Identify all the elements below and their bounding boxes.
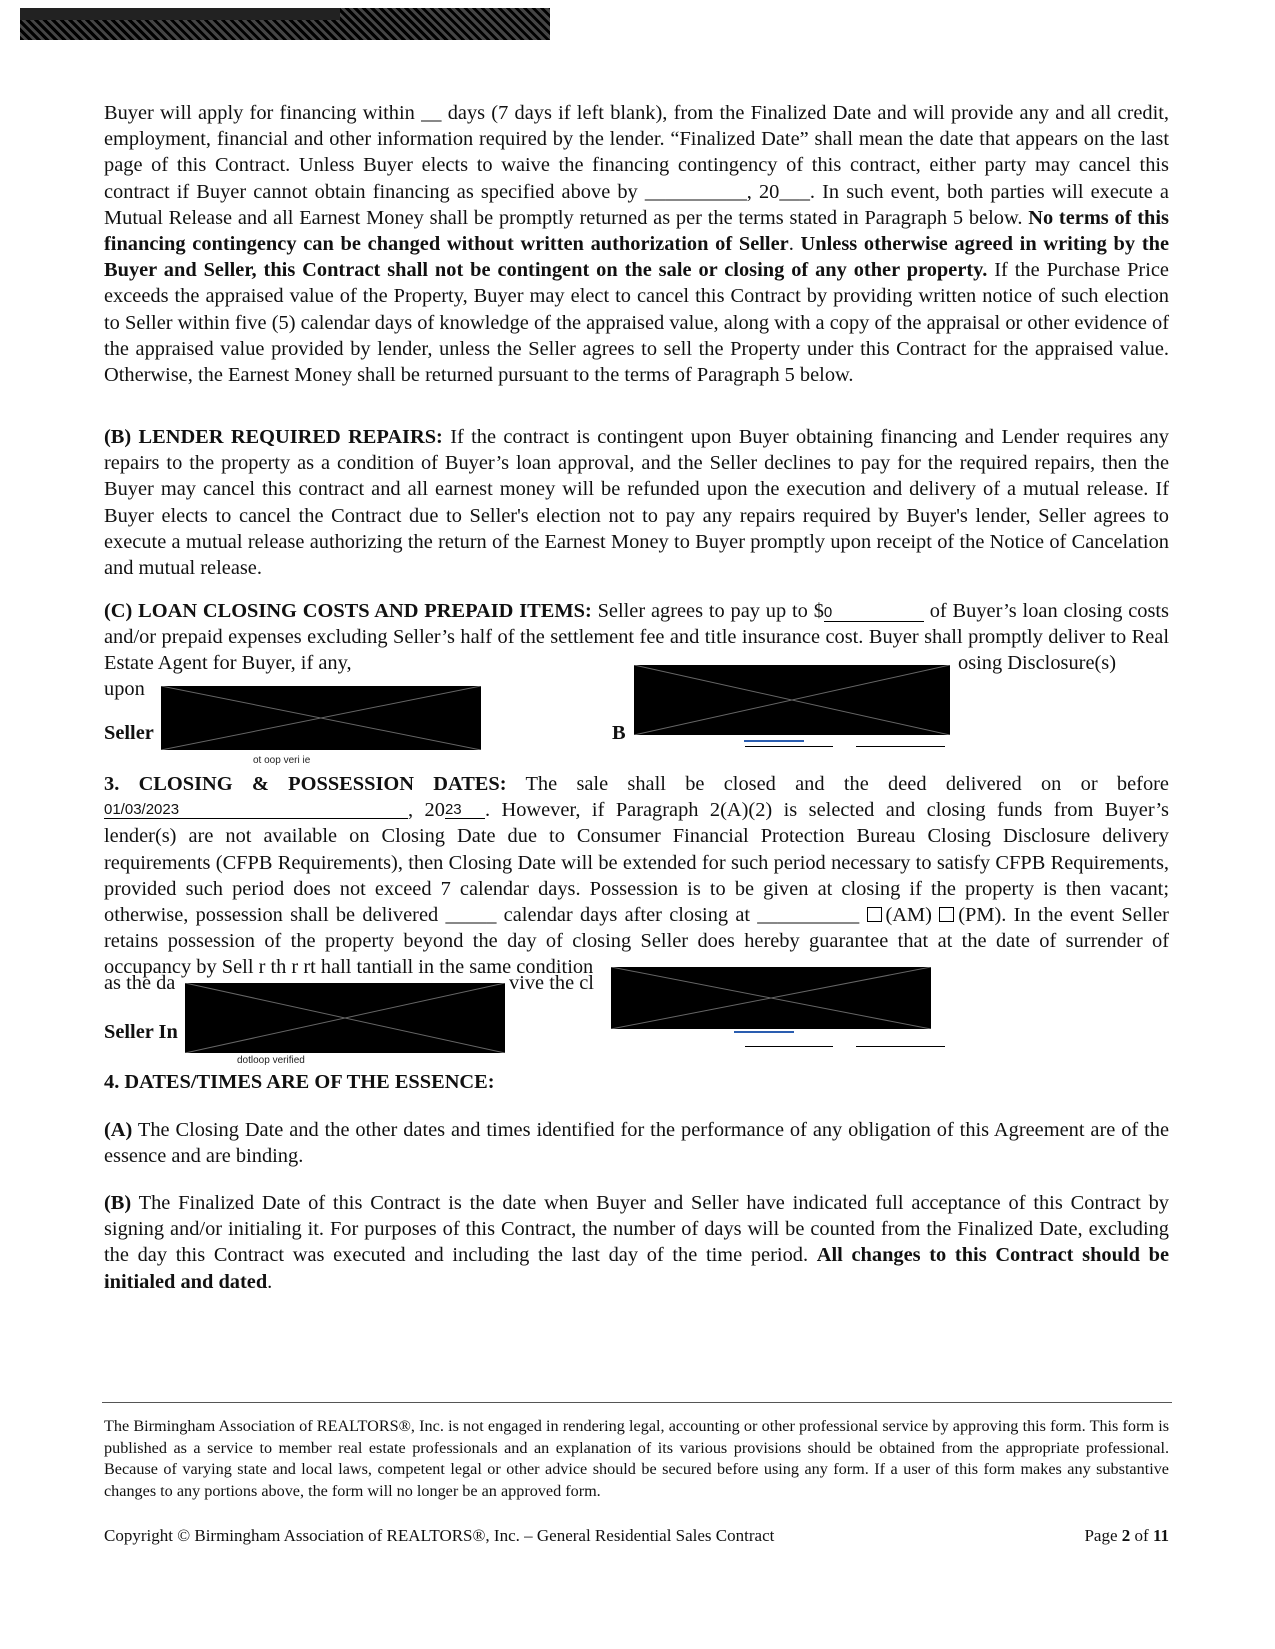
closing-year-prefix: , 20 xyxy=(408,799,445,822)
financing-text-3: If the Purchase Price exceeds the appraised value of the Property, Buyer may elect to cancel this Contract by providing written notice of such election to Seller within five (5) calendar days of knowledge of the appraised value, along with a copy of the appraisal or other evidence of the appraised value provided by lender, unless the Seller agrees to sell the Property under this Contract for the appraised value. Otherwise, the Earnest Money shall be returned pursuant to the terms of Paragraph 5 below. xyxy=(104,259,1169,387)
dotloop-verified-label-2: dotloop verified xyxy=(237,1055,305,1066)
buyer-initial-mark-2 xyxy=(734,1031,794,1033)
footer-divider xyxy=(102,1402,1172,1403)
redacted-seller-initials xyxy=(161,686,481,750)
seller-contribution-amount[interactable]: 0 xyxy=(824,605,924,622)
essence-a-label: (A) xyxy=(104,1119,133,1141)
financing-text-2: . xyxy=(788,233,794,256)
essence-b-paragraph xyxy=(104,1190,1169,1295)
closing-date-field[interactable]: 01/03/2023 xyxy=(104,801,408,819)
pm-checkbox[interactable] xyxy=(939,907,954,922)
lender-repairs-text: If the contract is contingent upon Buyer obtaining financing and Lender requires any repairs to the property as a condition of Buyer’s loan approval, and the Seller declines to pay for the required repairs, then the Buyer may cancel this contract and all earnest money will be refunded upon the execution and delivery of a mutual release. If Buyer elects to cancel the Contract due to Seller's election not to pay any repairs required by Buyer's lender, Seller agrees to execute a mutual release authorizing the return of the Earnest Money to Buyer promptly upon receipt of the Notice of Cancelation and mutual release. xyxy=(104,426,1169,580)
redacted-signature-box xyxy=(634,665,950,735)
closing-text-1: The sale shall be closed and the deed delivered on or before xyxy=(525,773,1169,795)
loan-costs-text-1: Seller agrees to pay up to $ xyxy=(597,600,824,622)
page-current: 2 xyxy=(1121,1526,1131,1545)
page-of: of xyxy=(1134,1526,1149,1545)
loan-costs-text-3: osing Disclosure(s) xyxy=(958,652,1117,674)
page-number xyxy=(1084,1526,1169,1546)
buyer-initial-mark xyxy=(744,740,804,742)
lender-repairs-paragraph xyxy=(104,424,1169,581)
loan-costs-text-4: upon xyxy=(104,678,145,700)
buyer-initials-label: B xyxy=(612,722,626,744)
closing-text-4: as the da xyxy=(104,972,176,994)
redacted-header xyxy=(20,8,550,40)
buyer-initials-line-1[interactable] xyxy=(745,746,833,747)
essence-b-end: . xyxy=(267,1270,273,1293)
copyright-text: Copyright © Birmingham Association of REALTORS®, Inc. – General Residential Sales Contract xyxy=(104,1526,775,1545)
pm-label: (PM). xyxy=(958,904,1007,927)
closing-year-field[interactable]: 23 xyxy=(445,801,485,819)
closing-text-5: vive the cl xyxy=(509,972,594,994)
dotloop-verified-label-1: ot oop veri ie xyxy=(253,755,311,766)
financing-paragraph xyxy=(104,100,1169,388)
am-checkbox[interactable] xyxy=(867,907,882,922)
redacted-buyer-initials-2 xyxy=(611,967,931,1029)
seller-in-text: Seller In xyxy=(104,1021,178,1043)
closing-possession-paragraph xyxy=(104,771,1169,981)
closing-text-3: In the event Seller retains possession of the property beyond the day of closing Seller does hereby guarantee that at the date of surrender of occupancy by Sell r th r rt hall tantiall in the same condition xyxy=(104,904,1169,979)
footer-disclaimer: The Birmingham Association of REALTORS®, Inc. is not engaged in rendering legal, accounting or other professional service by approving this form. This form is published as a service to member real estate professionals and an explanation of its various provisions should be obtained from the appropriate professional. Because of varying state and local laws, competent legal or other advice should be secured before using any form. If a user of this form makes any substantive changes to any portions above, the form will no longer be an approved form. xyxy=(104,1417,1169,1500)
financing-bold-1: No terms of this financing contingency can be changed without written authorization of Seller xyxy=(104,206,1169,256)
financing-bold-2: Unless otherwise agreed in writing by the Buyer and Seller, this Contract shall not be contingent on the sale or closing of any other property. xyxy=(104,233,1169,282)
lender-repairs-heading: (B) LENDER REQUIRED REPAIRS: xyxy=(104,426,443,448)
buyer-initials-line-2[interactable] xyxy=(856,746,945,747)
financing-text-1: Buyer will apply for financing within __ days (7 days if left blank), from the Finalized Date and will provide any and all credit, employment, financial and other information required by the lender. “Finalized Date” shall mean the date that appears on the last page of this Contract. Unless Buyer elects to waive the financing contingency of this contract, either party may cancel this contract if Buyer cannot obtain financing as specified above by __________, 20___. In such event, both parties will execute a Mutual Release and all Earnest Money shall be promptly returned as per the terms stated in Paragraph 5 below. xyxy=(104,102,1169,229)
seller-initials-label: Seller xyxy=(104,722,154,744)
essence-a-text: The Closing Date and the other dates and times identified for the performance of any obligation of this Agreement are of the essence and are binding. xyxy=(104,1119,1169,1168)
buyer-initials-line-4[interactable] xyxy=(856,1046,945,1047)
essence-b-bold: All changes to this Contract should be initialed and dated xyxy=(104,1244,1170,1293)
page-word: Page xyxy=(1084,1526,1118,1545)
essence-b-label: (B) xyxy=(104,1192,132,1214)
page-total: 11 xyxy=(1152,1526,1169,1545)
footer-copyright-row xyxy=(104,1526,1169,1546)
essence-heading: 4. DATES/TIMES ARE OF THE ESSENCE: xyxy=(104,1071,495,1093)
closing-heading: 3. CLOSING & POSSESSION DATES: xyxy=(104,773,507,795)
essence-a-paragraph xyxy=(104,1117,1169,1169)
loan-costs-text-2: of Buyer’s loan closing costs and/or prepaid expenses excluding Seller’s half of the settlement fee and title insurance cost. Buyer shall promptly deliver to Real Estate Agent for Buyer, if any, xyxy=(104,600,1169,675)
essence-b-text: The Finalized Date of this Contract is the date when Buyer and Seller have indicated full acceptance of this Contract by signing and/or initialing it. For purposes of this Contract, the number of days will be counted from the Finalized Date, excluding the day this Contract was executed and including the last day of the time period. xyxy=(104,1192,1170,1267)
loan-costs-heading: (C) LOAN CLOSING COSTS AND PREPAID ITEMS: xyxy=(104,600,592,622)
seller-initials-label-2 xyxy=(104,1019,178,1045)
closing-text-2: . However, if Paragraph 2(A)(2) is selected and closing funds from Buyer’s lender(s) are not available on Closing Date due to Consumer Financial Protection Bureau Closing Disclosure delivery requirements (CFPB Requirements), then Closing Date will be extended for such period necessary to satisfy CFPB Requirements, provided such period does not exceed 7 calendar days. Possession is to be given at closing if the property is then vacant; otherwise, possession shall be delivered _____ calendar days after closing at __________ xyxy=(104,799,1169,927)
buyer-initials-line-3[interactable] xyxy=(745,1046,833,1047)
redacted-seller-initials-2 xyxy=(185,983,505,1053)
am-label: (AM) xyxy=(885,904,932,927)
